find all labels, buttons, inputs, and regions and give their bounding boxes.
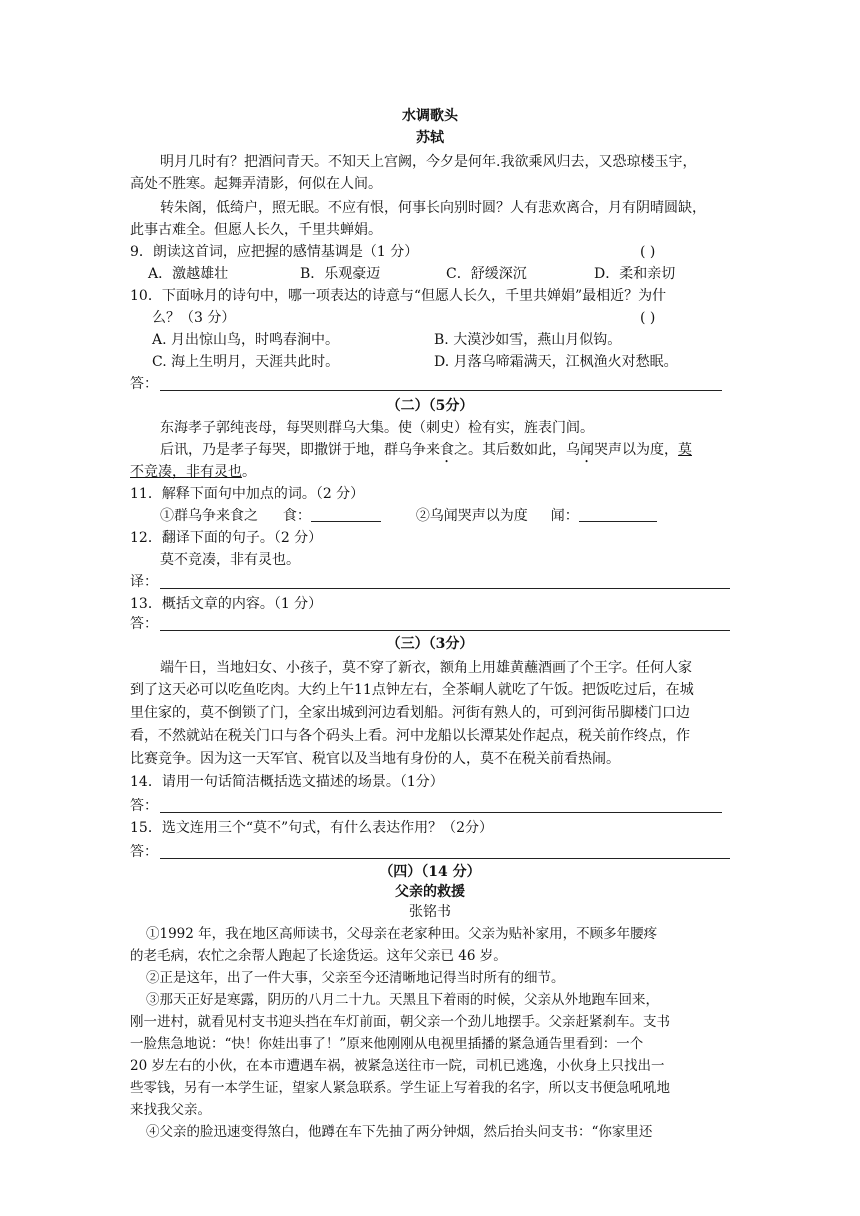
item-text: ①群乌争来食之 xyxy=(160,508,258,524)
answer-paren[interactable]: ( ) xyxy=(640,310,656,326)
answer-line[interactable] xyxy=(130,374,722,394)
question-10-cont: 么？（3 分） xyxy=(152,310,236,326)
section-2-heading: （二）（5分） xyxy=(386,398,474,414)
essay-line: 一脸焦急地说：“快！你娃出事了！”原来他刚刚从电视里插播的紧急通告里看到：一个 xyxy=(130,1036,644,1052)
option[interactable]: C. 海上生明月，天涯共此时。 xyxy=(152,354,340,370)
fill-blank[interactable] xyxy=(311,507,381,522)
passage-line: 端午日，当地妇女、小孩子，莫不穿了新衣，额角上用雄黄蘸酒画了个王字。任何人家 xyxy=(160,660,692,676)
option[interactable]: A. 月出惊山鸟，时鸣春涧中。 xyxy=(152,332,340,348)
question-15: 15．选文连用三个“莫不”句式，有什么表达作用？（2分） xyxy=(130,820,494,836)
answer-rule xyxy=(160,858,730,859)
dotted-word: 食 xyxy=(440,442,454,458)
question-12-sentence: 莫不竞凑，非有灵也。 xyxy=(160,552,300,568)
passage-line: 东海孝子郭纯丧母，每哭则群乌大集。使（刺史）检有实，旌表门闾。 xyxy=(160,420,594,436)
essay-line: 来找我父亲。 xyxy=(130,1102,211,1118)
option[interactable]: D. 月落乌啼霜满天，江枫渔火对愁眠。 xyxy=(434,354,678,370)
passage-line: 看，不然就站在税关门口与各个码头上看。河中龙船以长潭某处作起点，税关前作终点，作 xyxy=(130,728,690,744)
poem-line: 此事古难全。但愿人长久，千里共蝉娟。 xyxy=(130,222,382,238)
passage-line: 到了这天必可以吃鱼吃肉。大约上午11点钟左右，全茶峒人就吃了午饭。把饭吃过后，在城 xyxy=(130,682,694,698)
answer-rule xyxy=(160,812,722,813)
question-11-items xyxy=(160,506,657,526)
answer-rule xyxy=(160,630,730,631)
question-14: 14．请用一句话简洁概括选文描述的场景。（1分） xyxy=(130,774,444,790)
option[interactable]: B．乐观豪迈 xyxy=(300,266,381,282)
passage-line: 比赛竞争。因为这一天军官、税官以及当地有身份的人，莫不在税关前看热闹。 xyxy=(130,751,620,767)
item-word: 食： xyxy=(282,508,311,524)
answer-rule xyxy=(160,390,722,391)
essay-line: ③那天正好是寒露，阴历的八月二十九。天黑且下着雨的时候，父亲从外地跑车回来， xyxy=(146,992,659,1008)
question-13: 13．概括文章的内容。（1 分） xyxy=(130,596,323,612)
section-3-heading: （三）（3分） xyxy=(386,636,474,652)
answer-label: 答： xyxy=(130,844,158,860)
passage-text: 后讯，乃是孝子每哭，即撒饼于地，群乌争来 xyxy=(160,442,440,458)
poem-text: 明月几时有？把酒问青天。不知天上宫阙，今夕是何年.我欲乘风归去，又恐琼楼玉宇， xyxy=(160,154,697,170)
item-text: ②乌闻哭声以为度 xyxy=(415,508,528,524)
question-9: 9．朗读这首词，应把握的感情基调是（1 分） xyxy=(130,244,419,260)
translate-line[interactable] xyxy=(130,572,730,592)
poem-author: 苏轼 xyxy=(416,130,444,146)
passage-line xyxy=(130,462,256,482)
translate-label: 译： xyxy=(130,574,158,590)
option[interactable]: D．柔和亲切 xyxy=(594,266,676,282)
essay-line: ②正是这年，出了一件大事，父亲至今还清晰地记得当时所有的细节。 xyxy=(146,970,565,986)
question-10: 10．下面咏月的诗句中，哪一项表达的诗意与“但愿人长久，千里共婵娟”最相近？为什 xyxy=(130,288,667,304)
poem-title: 水调歌头 xyxy=(402,108,458,124)
question-12: 12．翻译下面的句子。（2 分） xyxy=(130,530,323,546)
essay-line: 刚一进村，就看见村支书迎头挡在车灯前面，朝父亲一个劲儿地摆手。父亲赶紧刹车。支书 xyxy=(130,1014,670,1030)
passage-text: 之。其后数如此，乌 xyxy=(454,442,580,458)
option[interactable]: C．舒缓深沉 xyxy=(446,266,527,282)
fill-blank[interactable] xyxy=(579,507,657,522)
poem-line: 转朱阁，低绮户，照无眠。不应有恨，何事长向别时圆？人有悲欢离合，月有阴晴圆缺， xyxy=(160,200,706,216)
essay-line: ①1992 年，我在地区高师读书，父母亲在老家种田。父亲为贴补家用，不顾多年腰疼 xyxy=(146,926,658,942)
option[interactable]: B. 大漠沙如雪，燕山月似钩。 xyxy=(434,332,622,348)
essay-line: 的老毛病，农忙之余帮人跑起了长途货运。这年父亲已 46 岁。 xyxy=(130,948,507,964)
question-11: 11．解释下面句中加点的词。（2 分） xyxy=(130,486,365,502)
underlined-text: 不竞凑，非有灵也 xyxy=(130,464,242,480)
answer-label: 答： xyxy=(130,376,158,392)
dotted-word: 闻 xyxy=(580,442,594,458)
option[interactable]: A．激越雄壮 xyxy=(148,266,229,282)
essay-line: ④父亲的脸迅速变得煞白，他蹲在车下先抽了两分钟烟，然后抬头问支书：“你家里还 xyxy=(146,1124,653,1140)
passage-text: 。 xyxy=(242,464,256,480)
answer-rule xyxy=(160,588,730,589)
underlined-text: 莫 xyxy=(678,442,692,458)
essay-author: 张铭书 xyxy=(409,904,451,920)
answer-label: 答： xyxy=(130,798,158,814)
answer-line[interactable] xyxy=(130,842,730,862)
section-4-heading: （四）（14 分） xyxy=(379,864,481,880)
passage-text: 哭声以为度， xyxy=(594,442,678,458)
poem-line xyxy=(160,152,696,172)
passage-line: 里住家的，莫不倒锁了门，全家出城到河边看划船。河街有熟人的，可到河街吊脚楼门口边 xyxy=(130,705,690,721)
answer-line[interactable] xyxy=(130,614,730,634)
poem-line: 高处不胜寒。起舞弄清影，何似在人间。 xyxy=(130,176,382,192)
essay-title: 父亲的救援 xyxy=(395,884,465,900)
answer-line[interactable] xyxy=(130,796,722,816)
answer-label: 答： xyxy=(130,616,158,632)
answer-paren[interactable]: ( ) xyxy=(640,244,656,260)
essay-line: 20 岁左右的小伙，在本市遭遇车祸，被紧急送往市一院，司机已逃逸，小伙身上只找出一 xyxy=(130,1058,665,1074)
item-word: 闻： xyxy=(550,508,579,524)
essay-line: 些零钱，另有一本学生证，望家人紧急联系。学生证上写着我的名字，所以支书便急吼吼地 xyxy=(130,1080,670,1096)
